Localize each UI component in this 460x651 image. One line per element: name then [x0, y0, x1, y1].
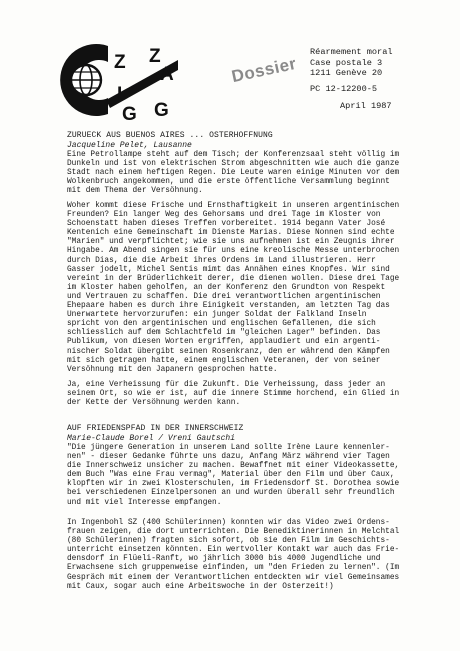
article-paragraph — [67, 381, 455, 408]
text-line: mit Caux, sogar auch eine Arbeitswoche in der Osterzeit!) — [67, 582, 334, 591]
text-line: Ehepaare haben es durch ihre Einigkeit verstanden, am letzten Tag das — [67, 302, 390, 311]
text-line: (80 Schülerinnen) fragten sich sofort, ob sie den Film im Geschichts- — [67, 537, 390, 546]
text-line: bei verschiedenen Einzelpersonen an und wurden überall sehr freundlich — [67, 489, 395, 498]
dossier-stamp: Dossier — [229, 53, 299, 87]
text-line: klopften wir in zwei Klosterschulen, im Friedensdorf St. Dorothea sowie — [67, 480, 400, 489]
text-line: Wolkenbruch angekommen, und die erste öffentliche Versammlung beginnt — [67, 178, 390, 187]
text-line: Dunkeln und ist von elektrischen Strom abgeschnitten wie auch die ganze — [67, 160, 400, 169]
text-line: durch Dias, die die Arbeit ihres Ordens im Land illustrieren. Herr — [67, 256, 376, 265]
text-line: dem Buch "Was eine Frau vermag", Material über den Film und über Caux, — [67, 471, 395, 480]
svg-text:Z: Z — [114, 52, 126, 73]
svg-text:G: G — [122, 104, 137, 122]
text-line: Freunden? Ein langer Weg des Gehorsams und drei Tage im Kloster von — [67, 211, 381, 220]
text-line: "Die jüngere Generation in unserem Land sollte Irène Laure kennenler- — [67, 444, 390, 452]
postal-account: PC 12-12200-5 — [310, 84, 378, 94]
issue-date: April 1987 — [340, 101, 392, 111]
text-line: im Kloster haben geholfen, an der Konferenz den Grundton von Respekt — [67, 283, 386, 292]
article-paragraph — [67, 151, 455, 196]
text-line: der Kette der Versöhnung werden kann. — [67, 399, 241, 408]
svg-text:A: A — [160, 64, 174, 85]
text-line: frauen zeigen, die dort unterrichten. Die Benediktinerinnen in Melchtal — [67, 528, 400, 537]
text-line: die Innerschweiz unsicher zu machen. Bewaffnet mit einer Videokassette, — [67, 462, 400, 471]
article-paragraph — [67, 519, 455, 592]
text-line: und mit viel Interesse empfangen. — [67, 498, 222, 507]
text-line: "Marien" und verpflichtet; wie sie uns aufnehmen ist ein Zeugnis ihrer — [67, 238, 395, 247]
text-line: Gespräch mit einem der Verantwortlichen entdeckten wir viel Gemeinsames — [67, 573, 400, 582]
text-line: Schoenstatt haben dieses Treffen vorbereitet. 1914 begann Vater José — [67, 220, 386, 229]
text-line: mit sich getragen hatte, einem englischen Veteranen, der von seiner — [67, 356, 381, 365]
text-line: Woher kommt diese Frische und Ernsthaftigkeit in unseren argentinischen — [67, 202, 400, 210]
article-title: AUF FRIEDENSPFAD IN DER INNERSCHWEIZ — [67, 424, 244, 433]
svg-text:G: G — [154, 100, 169, 121]
text-line: schliesslich auf dem Schlachtfeld im "gleichen Lager" befinden. Das — [67, 329, 381, 338]
text-line: vereint in der Brüderlichkeit derer, die dienen wollen. Diese drei Tage — [67, 274, 400, 283]
text-line: Gasser jodelt, Michel Sentis mimt das Annähen eines Knopfes. Wir sind — [67, 265, 390, 274]
article-author: Jacqueline Pelet, Lausanne — [67, 141, 192, 150]
text-line: Versöhnung mit den Japanern gesprochen hatte. — [67, 365, 278, 374]
text-line: In Ingenbohl SZ (400 Schülerinnen) konnten wir das Video zwei Ordens- — [67, 519, 390, 527]
text-line: mit dem Thema der Versöhnung. — [67, 187, 203, 196]
text-line: Publikum, von diesen Worten ergriffen, applaudiert und ein argenti- — [67, 338, 381, 347]
text-line: Ja, eine Verheissung für die Zukunft. Die Verheissung, dass jeder an — [67, 381, 386, 389]
text-line: spricht von den argentinischen und englischen Gefallenen, die sich — [67, 320, 376, 329]
text-line: und Vertrauen zu schaffen. Die drei verantwortlichen argentinischen — [67, 292, 381, 301]
text-line: Hingabe. Am Abend singen sie für uns eine kreolische Messe unterbrochen — [67, 247, 400, 256]
svg-text:Z: Z — [149, 46, 161, 67]
text-line: Eine Petrollampe steht auf dem Tisch; der Konferenzsaal steht völlig im — [67, 151, 400, 159]
article-paragraph — [67, 444, 455, 508]
article-title: ZURUECK AUS BUENOS AIRES ... OSTERHOFFNUNG — [67, 131, 273, 140]
address-line: Réarmement moral — [310, 47, 393, 57]
address-block — [310, 47, 450, 79]
article-paragraph — [67, 202, 455, 375]
text-line: Kentenich eine Gemeinschaft im Dienste Marias. Diese Nonnen sind echte — [67, 229, 395, 238]
text-line: seinem Ort, so wie er ist, auf die innere Stimme horchend, ein Glied in — [67, 390, 400, 399]
zig-zag-logo-graphic — [50, 38, 190, 122]
svg-text:I: I — [117, 84, 123, 105]
text-line: densdorf in Flüeli-Ranft, wo jährlich 3000 bis 4000 Jugendliche und — [67, 555, 381, 564]
article-author: Marie-Claude Borel / Vreni Gautschi — [67, 434, 236, 443]
text-line: Erwachsene sich gruppenweise einfinden, um "den Frieden zu lernen". (Im — [67, 564, 400, 573]
text-line: Stadt nach einem heftigen Regen. Die Leute waren einige Minuten vor dem — [67, 169, 400, 178]
text-line: Unerwartete hervorzurufen: ein junger Soldat der Falkland Inseln — [67, 311, 367, 320]
address-line: Case postale 3 — [310, 57, 383, 68]
text-line: nischer Soldat übergibt seinen Rosenkranz, den er während den Kämpfen — [67, 347, 390, 356]
text-line: unterricht einsetzen könnten. Ein wertvoller Kontakt war auch das Frie- — [67, 546, 400, 555]
text-line: nen" - dieser Gedanke führte uns dazu, Anfang März während vier Tagen — [67, 453, 390, 462]
address-line: 1211 Genève 20 — [310, 68, 383, 78]
zig-zag-logo — [50, 38, 190, 122]
